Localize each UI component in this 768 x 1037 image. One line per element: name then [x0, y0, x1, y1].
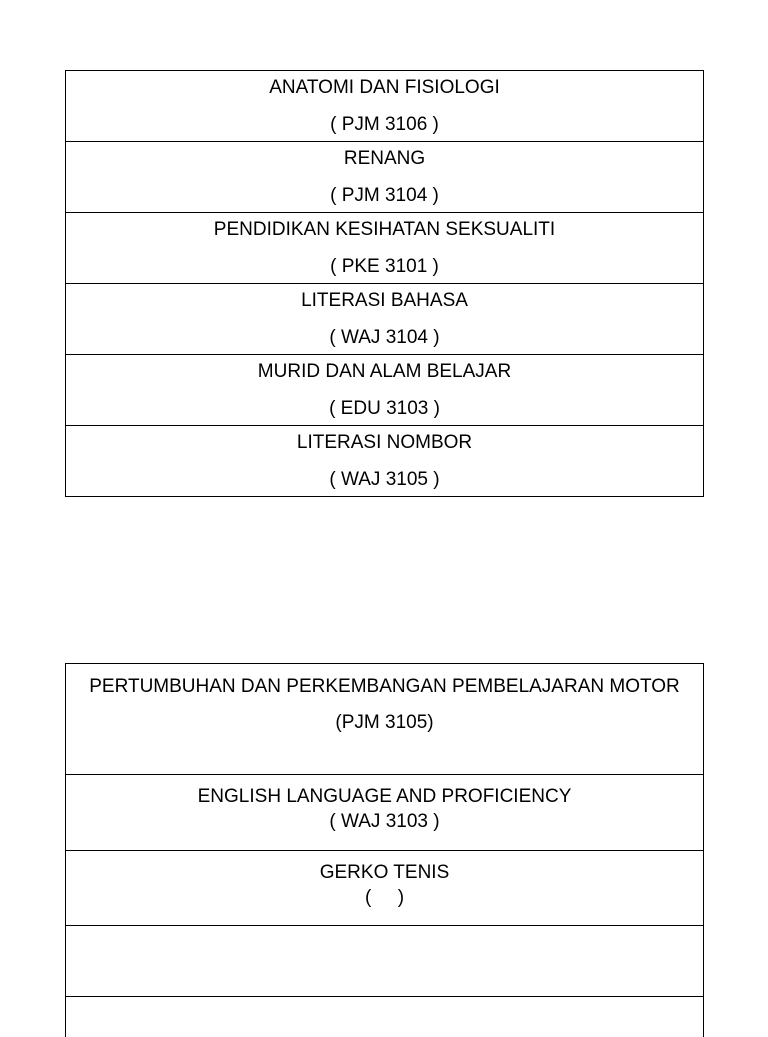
subject-title: LITERASI BAHASA: [301, 290, 468, 311]
subject-cell: [66, 71, 703, 142]
subject-table-2: [65, 663, 704, 1037]
subject-title: PERTUMBUHAN DAN PERKEMBANGAN PEMBELAJARAN MOTOR: [89, 676, 680, 697]
subject-title: PENDIDIKAN KESIHATAN SEKSUALITI: [213, 219, 556, 240]
subject-table-1: [65, 70, 704, 497]
subject-code: ( EDU 3103 ): [329, 398, 440, 419]
subject-cell: [66, 213, 703, 284]
subject-cell: [66, 851, 703, 926]
subject-cell: [66, 142, 703, 213]
empty-cell: [66, 926, 703, 997]
subject-code: ( ): [364, 887, 405, 908]
subject-code: ( WAJ 3104 ): [329, 327, 440, 348]
subject-code: ( PKE 3101 ): [330, 256, 439, 277]
subject-cell: [66, 355, 703, 426]
subject-title: RENANG: [343, 148, 426, 169]
subject-cell: [66, 284, 703, 355]
empty-cell: [66, 997, 703, 1037]
subject-cell: [66, 664, 703, 775]
subject-code: ( PJM 3104 ): [330, 185, 439, 206]
subject-title: LITERASI NOMBOR: [296, 432, 473, 453]
subject-code: (PJM 3105): [335, 712, 434, 733]
subject-code: ( WAJ 3103 ): [329, 811, 440, 832]
subject-title: GERKO TENIS: [319, 862, 450, 883]
subject-code: ( PJM 3106 ): [330, 114, 439, 135]
subject-cell: [66, 775, 703, 851]
subject-title: ENGLISH LANGUAGE AND PROFICIENCY: [197, 786, 572, 807]
subject-code: ( WAJ 3105 ): [329, 469, 440, 490]
subject-title: ANATOMI DAN FISIOLOGI: [269, 77, 500, 98]
subject-cell: [66, 426, 703, 497]
subject-title: MURID DAN ALAM BELAJAR: [257, 361, 512, 382]
